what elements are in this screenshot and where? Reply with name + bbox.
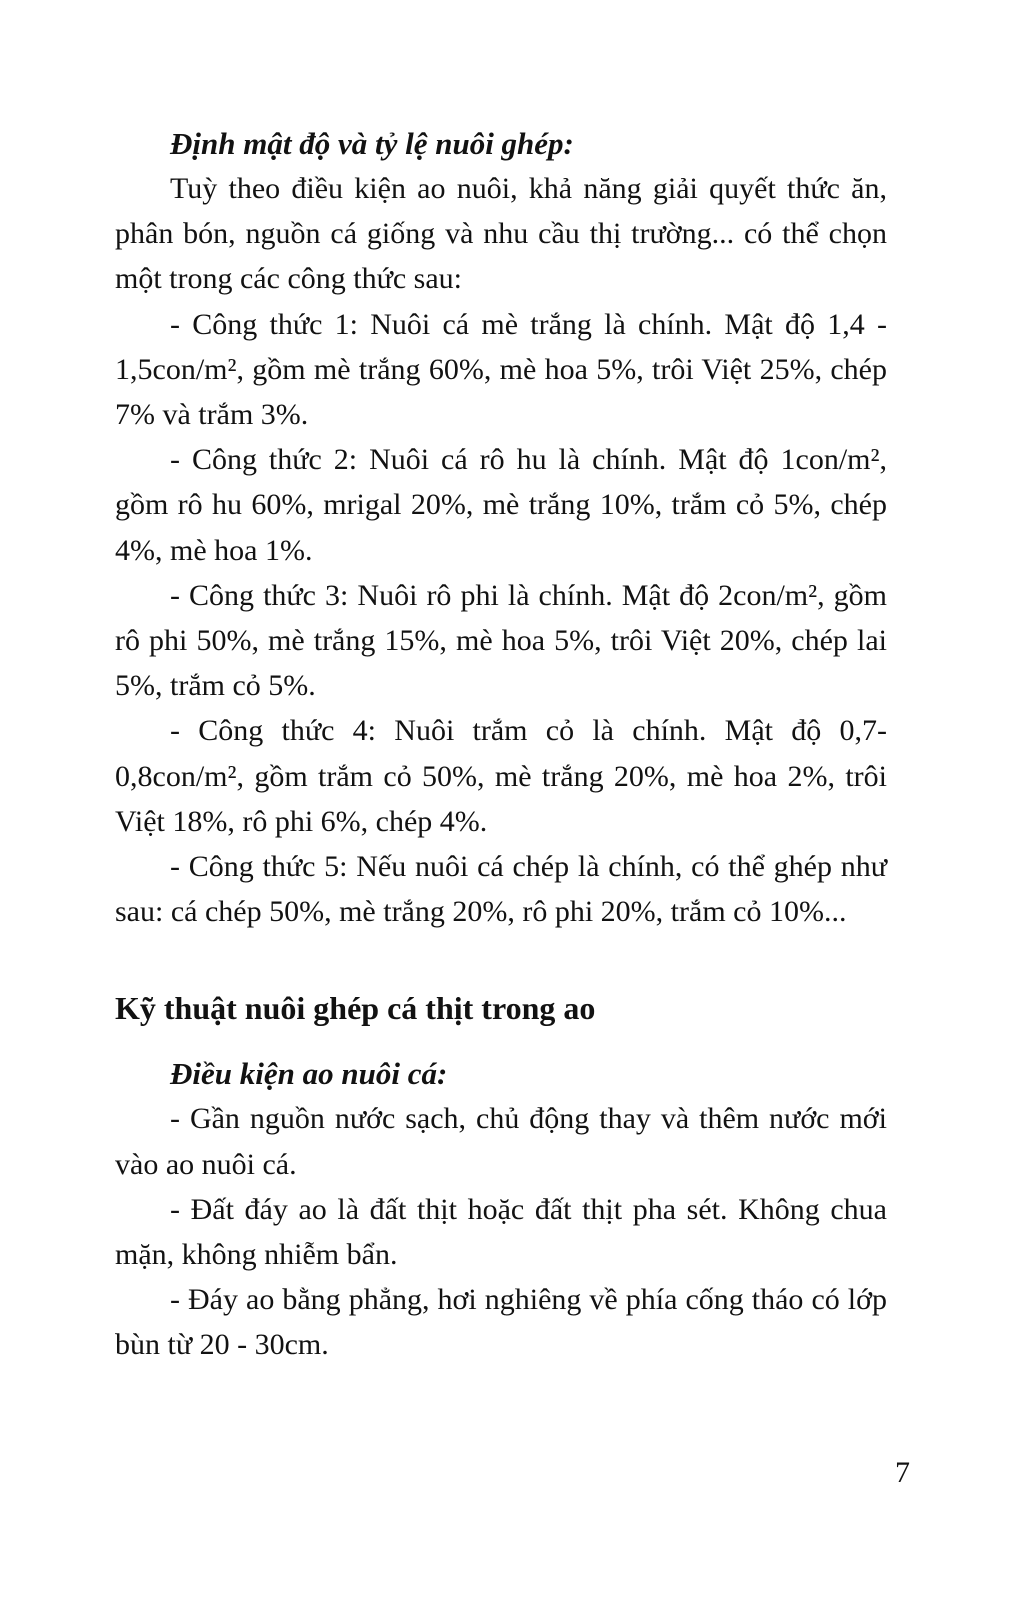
paragraph-condition-bottom: - Đáy ao bằng phẳng, hơi nghiêng về phía cống tháo có lớp bùn từ 20 - 30cm. [115, 1283, 887, 1362]
paragraph-formula-2: - Công thức 2: Nuôi cá rô hu là chính. Mật độ 1con/m², gồm rô hu 60%, mrigal 20%, mè trắng 10%, trắm cỏ 5%, chép 4%, mè hoa 1%. [115, 443, 887, 567]
paragraph-formula-1: - Công thức 1: Nuôi cá mè trắng là chính. Mật độ 1,4 - 1,5con/m², gồm mè trắng 60%, mè hoa 5%, trôi Việt 25%, chép 7% và trắm 3%. [115, 307, 887, 432]
page-number: 7 [895, 1456, 910, 1489]
paragraph-formula-5: - Công thức 5: Nếu nuôi cá chép là chính, có thể ghép như sau: cá chép 50%, mè trắng 20%, rô phi 20%, trắm cỏ 10%... [115, 850, 887, 929]
paragraph-formula-3: - Công thức 3: Nuôi rô phi là chính. Mật độ 2con/m², gồm rô phi 50%, mè trắng 15%, mè hoa 5%, trôi Việt 20%, chép lai 5%, trắm cỏ 5%. [115, 578, 887, 703]
subheading-pond-conditions: Điều kiện ao nuôi cá: [170, 1056, 448, 1092]
paragraph-condition-soil: - Đất đáy ao là đất thịt hoặc đất thịt pha sét. Không chua mặn, không nhiễm bẩn. [115, 1192, 887, 1272]
subheading-density-ratio: Định mật độ và tỷ lệ nuôi ghép: [170, 126, 574, 161]
paragraph-condition-water: - Gần nguồn nước sạch, chủ động thay và thêm nước mới vào ao nuôi cá. [115, 1102, 887, 1181]
section-heading-technique: Kỹ thuật nuôi ghép cá thịt trong ao [115, 990, 596, 1027]
page-content [115, 0, 887, 1368]
paragraph-intro: Tuỳ theo điều kiện ao nuôi, khả năng giải quyết thức ăn, phân bón, nguồn cá giống và nhu cầu thị trường... có thể chọn một trong các công thức sau: [115, 172, 887, 296]
paragraph-formula-4: - Công thức 4: Nuôi trắm cỏ là chính. Mật độ 0,7- 0,8con/m², gồm trắm cỏ 50%, mè trắng 20%, mè hoa 2%, trôi Việt 18%, rô phi 6%, chép 4%. [115, 714, 887, 838]
